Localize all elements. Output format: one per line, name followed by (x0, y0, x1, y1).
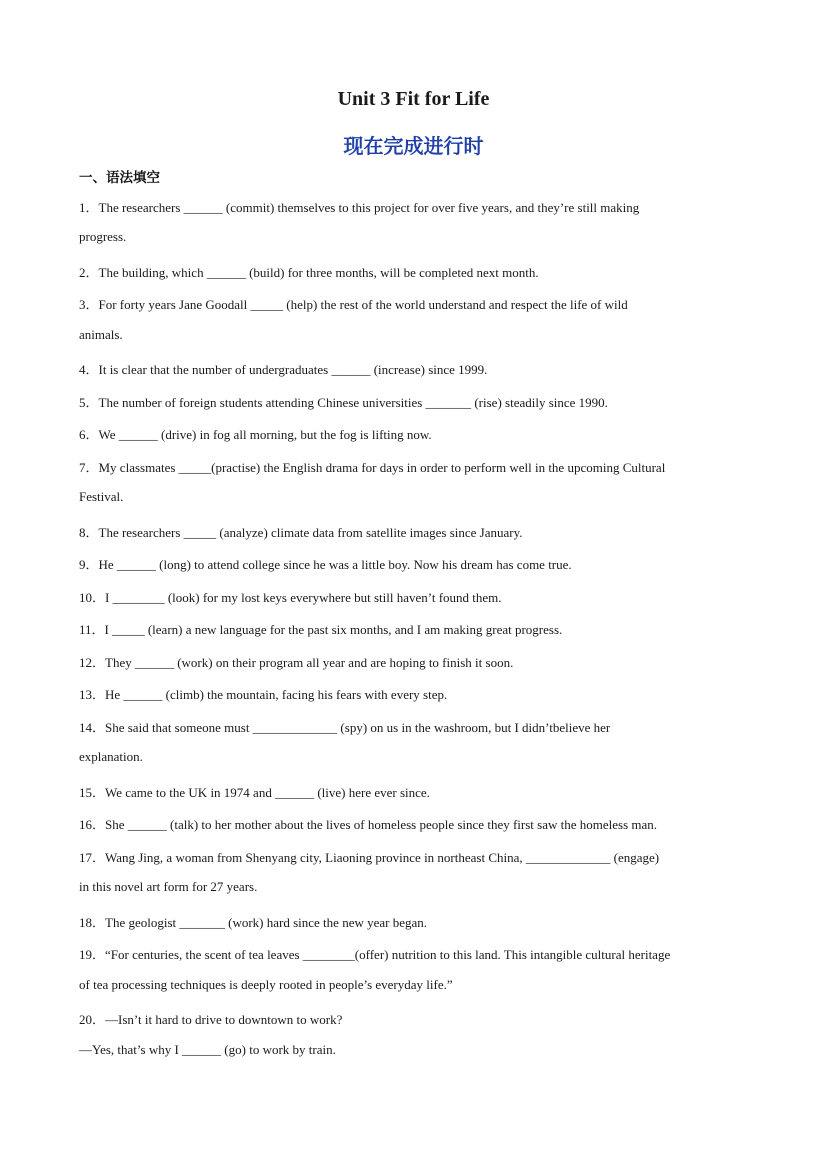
question-20-cont: —Yes, that’s why I ______ (go) to work by train. (79, 1042, 336, 1057)
question-9: 9．He ______ (long) to attend college since he was a little boy. Now his dream has come true. (79, 557, 572, 572)
question-15: 15．We came to the UK in 1974 and ______ (live) here ever since. (79, 785, 430, 800)
question-17-cont: in this novel art form for 27 years. (79, 879, 258, 894)
question-7-cont: Festival. (79, 489, 124, 504)
page-subtitle: 现在完成进行时 (343, 134, 484, 158)
question-13: 13．He ______ (climb) the mountain, facing his fears with every step. (79, 687, 448, 702)
question-11: 11．I _____ (learn) a new language for the past six months, and I am making great progress. (79, 622, 563, 637)
question-5: 5．The number of foreign students attending Chinese universities _______ (rise) steadily since 1990. (79, 395, 608, 410)
question-4: 4．It is clear that the number of undergraduates ______ (increase) since 1999. (79, 362, 488, 377)
question-3-cont: animals. (79, 327, 123, 342)
question-1-cont: progress. (79, 229, 127, 244)
question-6: 6．We ______ (drive) in fog all morning, but the fog is lifting now. (79, 427, 432, 442)
question-10: 10．I ________ (look) for my lost keys everywhere but still haven’t found them. (79, 590, 502, 605)
section-heading: 一、语法填空 (79, 170, 160, 186)
question-14: 14．She said that someone must _____________ (spy) on us in the washroom, but I didn’tbelieve her (79, 720, 611, 735)
question-16: 16．She ______ (talk) to her mother about the lives of homeless people since they first saw the homeless man. (79, 817, 658, 832)
question-12: 12．They ______ (work) on their program all year and are hoping to finish it soon. (79, 655, 514, 670)
question-19-cont: of tea processing techniques is deeply rooted in people’s everyday life.” (79, 977, 453, 992)
question-3: 3．For forty years Jane Goodall _____ (help) the rest of the world understand and respect the life of wild (79, 297, 628, 312)
question-1: 1．The researchers ______ (commit) themselves to this project for over five years, and they’re still making (79, 200, 640, 215)
question-20: 20．—Isn’t it hard to drive to downtown to work? (79, 1012, 343, 1027)
question-17: 17．Wang Jing, a woman from Shenyang city, Liaoning province in northeast China, _____________ (engage) (79, 850, 660, 865)
question-8: 8．The researchers _____ (analyze) climate data from satellite images since January. (79, 525, 523, 540)
question-14-cont: explanation. (79, 749, 143, 764)
question-2: 2．The building, which ______ (build) for three months, will be completed next month. (79, 265, 539, 280)
page-title: Unit 3 Fit for Life (337, 88, 490, 110)
question-18: 18．The geologist _______ (work) hard since the new year began. (79, 915, 428, 930)
question-19: 19．“For centuries, the scent of tea leaves ________(offer) nutrition to this land. This intangible cultural heritage (79, 947, 671, 962)
question-7: 7．My classmates _____(practise) the English drama for days in order to perform well in the upcoming Cultural (79, 460, 666, 475)
